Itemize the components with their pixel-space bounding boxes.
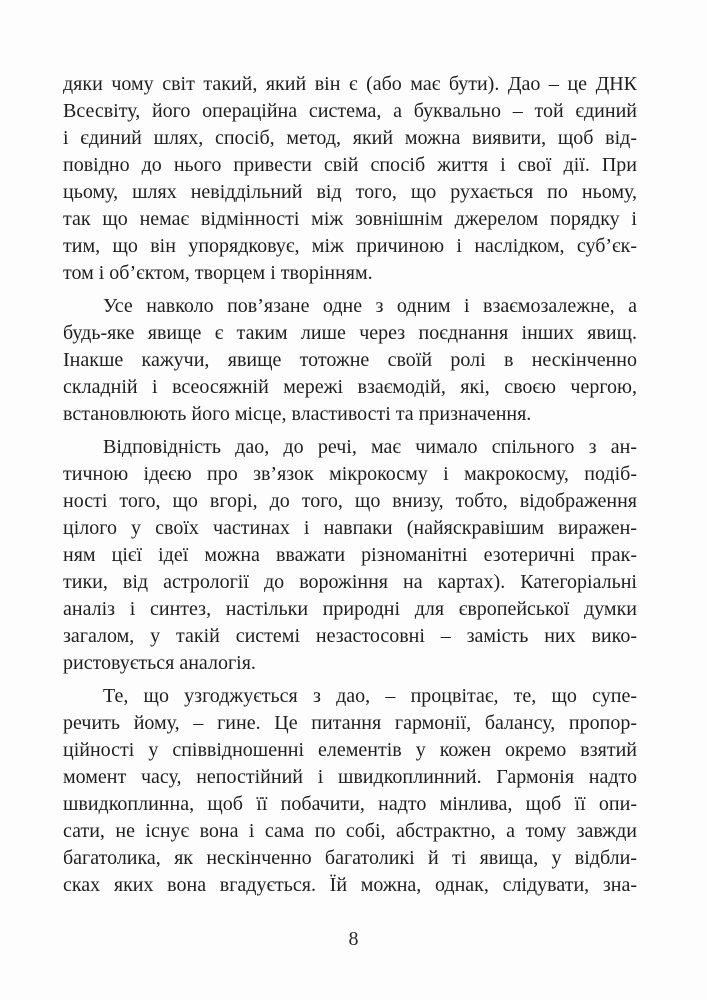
text-line: Всесвіту, його операційна система, а буквально – той єдиний [63, 100, 637, 122]
text-line: і єдиний шлях, спосіб, метод, який можна виявити, щоб від- [63, 127, 637, 149]
text-line: ності того, що вгорі, до того, що внизу, тобто, відображення [63, 490, 637, 512]
text-line: повідно до нього привести свій спосіб життя і свої дії. При [63, 154, 637, 176]
page-number: 8 [348, 928, 359, 950]
text-line: сках яких вона вгадується. Їй можна, однак, слідувати, зна- [63, 874, 637, 896]
text-line: Те, що узгоджується з дао, – процвітає, те, що супе- [103, 685, 637, 707]
text-line: Усе навколо пов’язане одне з одним і взаємозалежне, а [103, 295, 637, 317]
text-line: цьому, шлях невіддільний від того, що рухається по ньому, [63, 181, 637, 203]
text-line: цілого у своїх частинах і навпаки (найяскравішим виражен- [63, 517, 637, 539]
paragraph [63, 293, 637, 428]
text-line: момент часу, непостійний і швидкоплинний. Гармонія надто [63, 766, 637, 788]
text-line: том і об’єктом, творцем і творінням. [63, 262, 373, 284]
text-line: ням цієї ідеї можна вважати різноманітні езотеричні прак- [63, 544, 637, 566]
text-line: тим, що він упорядковує, між причиною і наслідком, суб’єк- [63, 235, 637, 257]
text-line: будь-яке явище є таким лише через поєднання інших явищ. [63, 322, 637, 344]
text-line: ційності у співвідношенні елементів у кожен окремо взятий [63, 739, 637, 761]
text-line: загалом, у такій системі незастосовні – замість них вико- [63, 625, 637, 647]
text-line: аналіз і синтез, настільки природні для європейської думки [63, 598, 637, 620]
text-line: багатолика, як нескінченно багатоликі й ті явища, у відбли- [63, 847, 637, 869]
paragraph [63, 683, 637, 899]
text-line: дяки чому світ такий, який він є (або має бути). Дао – це ДНК [63, 73, 637, 95]
text-line: швидкоплинна, щоб її побачити, надто мінлива, щоб її опи- [63, 793, 637, 815]
text-line: тичною ідеєю про зв’язок мікрокосму і макрокосму, подіб- [63, 463, 637, 485]
text-line: тики, від астрології до ворожіння на картах). Категоріальні [63, 571, 637, 593]
text-line: так що немає відмінності між зовнішнім джерелом порядку і [63, 208, 637, 230]
paragraph [63, 434, 637, 677]
text-line: складній і всеосяжній мережі взаємодій, які, своєю чергою, [63, 376, 637, 398]
text-line: сати, не існує вона і сама по собі, абстрактно, а тому завжди [63, 820, 637, 842]
text-line: речить йому, – гине. Це питання гармонії, балансу, пропор- [63, 712, 637, 734]
paragraph [63, 71, 637, 287]
text-line: ристовується аналогія. [63, 652, 256, 674]
text-line: Відповідність дао, до речі, має чимало спільного з ан- [103, 436, 637, 458]
text-line: встановлюють його місце, властивості та призначення. [63, 403, 532, 425]
body-text [63, 71, 637, 899]
text-line: Інакше кажучи, явище тотожне своїй ролі в нескінченно [63, 349, 637, 371]
